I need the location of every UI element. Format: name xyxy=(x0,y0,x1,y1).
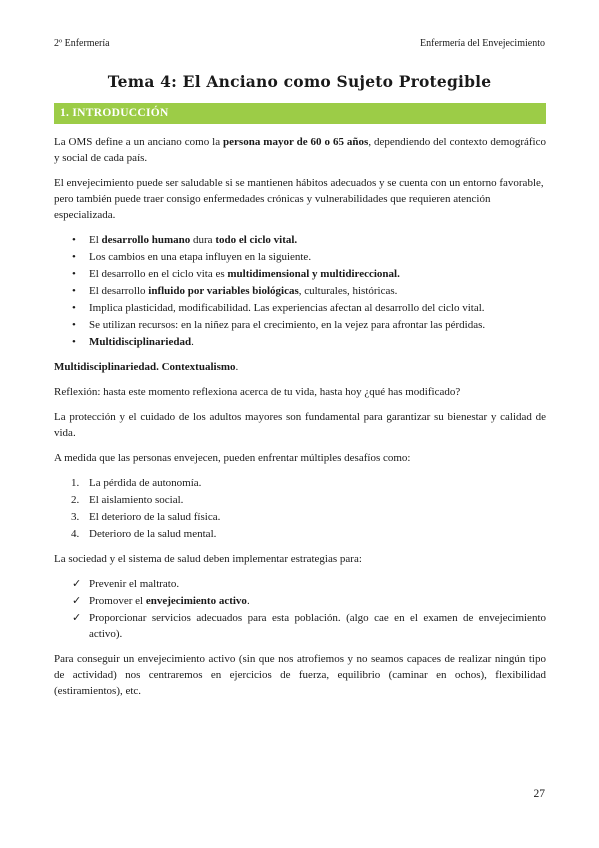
list-item xyxy=(54,300,546,316)
text-run: El desarrollo en el ciclo vita es xyxy=(89,268,228,280)
list-item xyxy=(54,266,546,282)
paragraph-oms-definition xyxy=(54,134,546,166)
text-run: El desarrollo xyxy=(89,285,149,297)
text-run: Se utilizan recursos: en la niñez para el crecimiento, en la vejez para afrontar las pérdidas. xyxy=(89,319,486,331)
text-run: Implica plasticidad, modificabilidad. Las experiencias afectan al desarrollo del ciclo vital. xyxy=(89,302,485,314)
check-mark-icon: ✓ xyxy=(72,612,82,624)
text-run: Promover el xyxy=(89,595,146,607)
list-item xyxy=(54,249,546,265)
paragraph-protection xyxy=(54,409,546,441)
list-item xyxy=(54,576,546,592)
text-run: Para conseguir un envejecimiento activo (sin que nos atrofiemos y no seamos capaces de realizar ningún tipo de actividad) nos centraremos en ejercicios de fuerza, equilibrio (caminar en ochos), flexibilidad (estiramientos), etc. xyxy=(54,653,546,697)
bullet-icon: • xyxy=(72,268,76,280)
header-right: Enfermería del Envejecimiento xyxy=(420,38,545,49)
text-run: A medida que las personas envejecen, pueden enfrentar múltiples desafíos como: xyxy=(54,452,411,464)
numbered-list-challenges xyxy=(54,475,546,542)
bold-text: influido por variables biológicas xyxy=(148,285,299,297)
paragraph-healthy-aging xyxy=(54,175,546,223)
section-heading: 1. INTRODUCCIÓN xyxy=(54,103,546,124)
bullet-icon: • xyxy=(72,302,76,314)
text-run: La protección y el cuidado de los adultos mayores son fundamental para garantizar su bienestar y calidad de vida. xyxy=(54,411,546,439)
page-number: 27 xyxy=(533,788,545,800)
text-run: , dependiendo del contexto demográfico y social de cada país. xyxy=(54,136,546,164)
list-item-text: El deterioro de la salud física. xyxy=(89,511,221,523)
list-item xyxy=(54,317,546,333)
content-body xyxy=(54,134,546,708)
bullet-icon: • xyxy=(72,234,76,246)
text-run: Reflexión: hasta este momento reflexiona acerca de tu vida, hasta hoy ¿qué has modificado? xyxy=(54,386,461,398)
list-number: 3. xyxy=(71,511,80,523)
list-item xyxy=(54,610,546,642)
paragraph-challenges-intro xyxy=(54,450,546,466)
list-item-text: El aislamiento social. xyxy=(89,494,184,506)
bold-text: todo el ciclo vital. xyxy=(215,234,298,246)
list-number: 1. xyxy=(71,477,80,489)
bold-text: multidimensional y multidireccional. xyxy=(227,268,400,280)
paragraph-multidisciplinary xyxy=(54,359,546,375)
text-run: dura xyxy=(190,234,216,246)
bold-text: persona mayor de 60 o 65 años xyxy=(223,136,369,148)
header-left: 2º Enfermería xyxy=(54,38,110,49)
list-number: 2. xyxy=(71,494,80,506)
paragraph-strategies-intro xyxy=(54,551,546,567)
bold-text: Multidisciplinariedad xyxy=(89,336,192,348)
list-item-text: Deterioro de la salud mental. xyxy=(89,528,217,540)
list-number: 4. xyxy=(71,528,80,540)
paragraph-active-aging xyxy=(54,651,546,699)
text-run: Los cambios en una etapa influyen en la siguiente. xyxy=(89,251,312,263)
text-run: , culturales, históricas. xyxy=(298,285,398,297)
bullet-list-development xyxy=(54,232,546,350)
bullet-icon: • xyxy=(72,319,76,331)
bullet-icon: • xyxy=(72,251,76,263)
page-title: Tema 4: El Anciano como Sujeto Protegible xyxy=(107,72,492,91)
text-run: La OMS define a un anciano como la xyxy=(54,136,224,148)
bullet-icon: • xyxy=(72,285,76,297)
list-item xyxy=(54,526,546,542)
check-mark-icon: ✓ xyxy=(72,578,82,590)
list-item xyxy=(54,492,546,508)
bold-text: desarrollo humano xyxy=(101,234,191,246)
bold-text: envejecimiento activo xyxy=(145,595,247,607)
list-item xyxy=(54,509,546,525)
text-run: El xyxy=(89,234,102,246)
paragraph-reflection xyxy=(54,384,546,400)
text-run: La sociedad y el sistema de salud deben implementar estrategias para: xyxy=(54,553,362,565)
text-run: . xyxy=(246,595,250,607)
list-item xyxy=(54,334,546,350)
text-run: Prevenir el maltrato. xyxy=(89,578,180,590)
text-run: . xyxy=(191,336,194,348)
bullet-icon: • xyxy=(72,336,76,348)
list-item xyxy=(54,283,546,299)
text-run: . xyxy=(235,361,239,373)
text-run: El envejecimiento puede ser saludable si se mantienen hábitos adecuados y se cuenta con un entorno favorable, pero también puede traer consigo enfermedades crónicas y vulnerabilidades que requieren atención especializada. xyxy=(54,177,544,221)
text-run: Proporcionar servicios adecuados para esta población. (algo cae en el examen de envejecimiento activo). xyxy=(89,612,546,640)
list-item xyxy=(54,232,546,248)
check-list-strategies xyxy=(54,576,546,642)
bold-text: Multidisciplinariedad. Contextualismo xyxy=(54,361,236,373)
list-item xyxy=(54,475,546,491)
check-mark-icon: ✓ xyxy=(72,595,82,607)
list-item xyxy=(54,593,546,609)
list-item-text: La pérdida de autonomía. xyxy=(89,477,202,489)
